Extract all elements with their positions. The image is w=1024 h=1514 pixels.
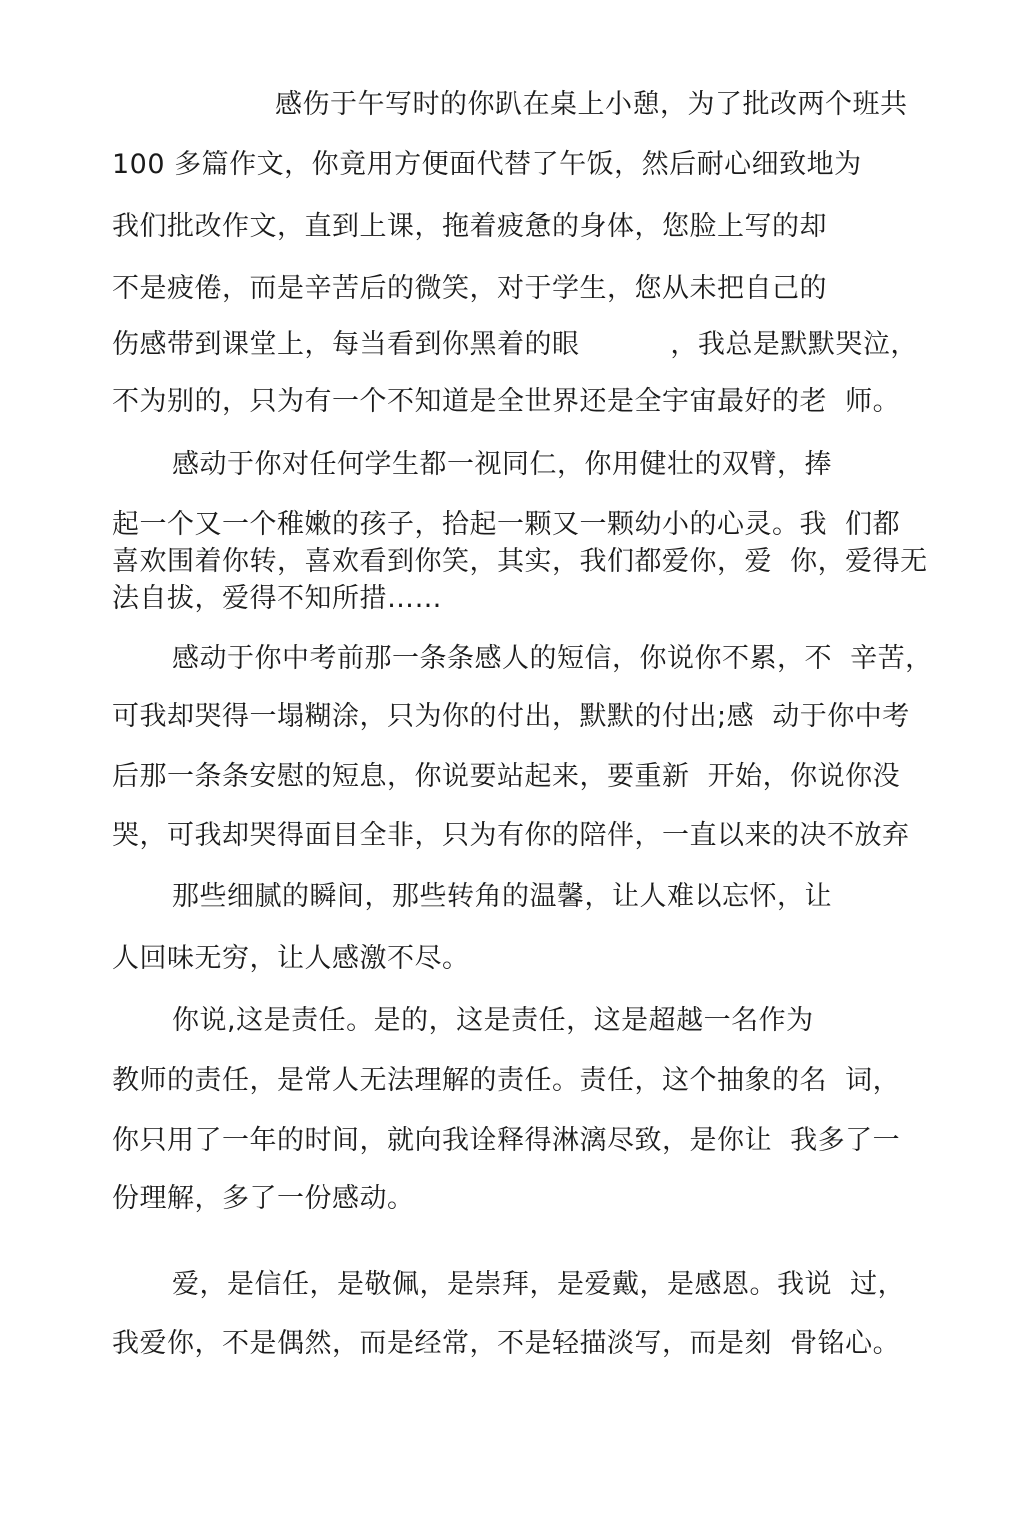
text-line: 我爱你，不是偶然，而是经常，不是轻描淡写，而是刻 骨铭心。 <box>112 1328 901 1359</box>
text-line: 教师的责任，是常人无法理解的责任。责任，这个抽象的名 词， <box>112 1065 901 1096</box>
text-line: 不为别的，只为有一个不知道是全世界还是全宇宙最好的老 师。 <box>112 386 901 417</box>
text-line: 法自拔，爱得不知所措…… <box>112 583 442 614</box>
text-line: 感伤于午写时的你趴在桌上小憩，为了批改两个班共 <box>275 89 908 120</box>
text-line: 不是疲倦，而是辛苦后的微笑，对于学生，您从未把自己的 <box>112 273 827 304</box>
text-line: 可我却哭得一塌糊涂，只为你的付出，默默的付出;感 动于你中考 <box>112 701 910 732</box>
text-line: 我们批改作文，直到上课，拖着疲惫的身体，您脸上写的却 <box>112 211 827 242</box>
text-line: 那些细腻的瞬间，那些转角的温馨，让人难以忘怀，让 <box>172 881 832 912</box>
text-line: 你说,这是责任。是的，这是责任，这是超越一名作为 <box>172 1005 814 1036</box>
text-line: 哭，可我却哭得面目全非，只为有你的陪伴，一直以来的决不放弃 <box>112 820 910 851</box>
text-line: 份理解，多了一份感动。 <box>112 1183 415 1214</box>
text-line: 感动于你对任何学生都一视同仁，你用健壮的双臂，捧 <box>172 449 832 480</box>
text-line: 人回味无穷，让人感激不尽。 <box>112 943 470 974</box>
text-line: 伤感带到课堂上，每当看到你黑着的眼 ，我总是默默哭泣， <box>112 329 918 360</box>
text-line: 后那一条条安慰的短息，你说要站起来，要重新 开始，你说你没 <box>112 761 901 792</box>
text-line: 感动于你中考前那一条条感人的短信，你说你不累，不 辛苦， <box>172 643 933 674</box>
text-line: 起一个又一个稚嫩的孩子，拾起一颗又一颗幼小的心灵。我 们都 <box>112 509 901 540</box>
text-line: 100 多篇作文，你竟用方便面代替了午饭，然后耐心细致地为 <box>112 149 862 180</box>
text-line: 喜欢围着你转，喜欢看到你笑，其实，我们都爱你，爱 你，爱得无 <box>112 546 928 577</box>
text-line: 爱，是信任，是敬佩，是崇拜，是爱戴，是感恩。我说 过， <box>172 1269 906 1300</box>
text-line: 你只用了一年的时间，就向我诠释得淋漓尽致，是你让 我多了一 <box>112 1125 901 1156</box>
